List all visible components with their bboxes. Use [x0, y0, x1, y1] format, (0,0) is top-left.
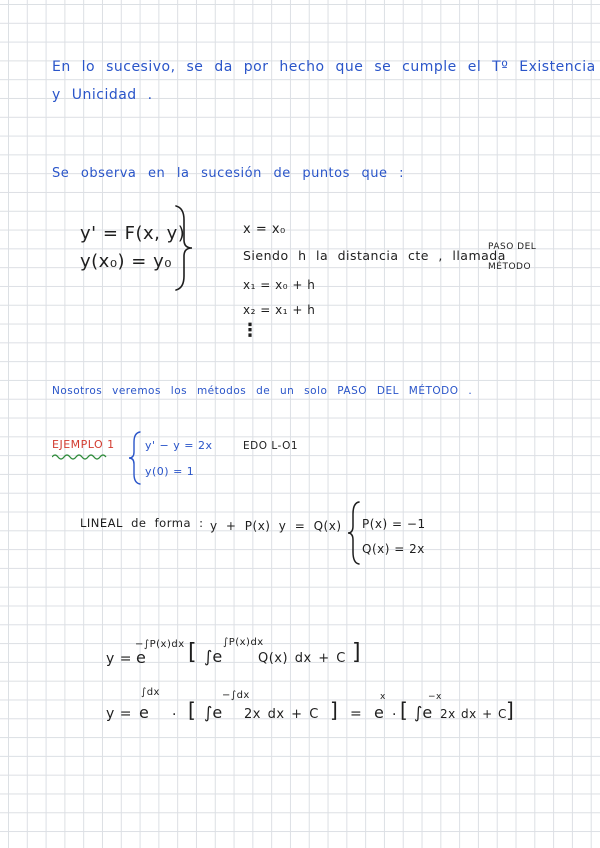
- vertical-dots: ⋮: [241, 320, 259, 341]
- formula1-rest: Q(x) dx + C: [258, 651, 346, 666]
- formula2-open2: [: [400, 698, 408, 722]
- system-right-brace: [174, 204, 196, 292]
- paso-label-2: MÉTODO: [488, 262, 532, 272]
- formula2-int: ∫e: [204, 703, 223, 722]
- formula1-bracket-open: [: [188, 640, 197, 665]
- formula1-int: ∫e: [204, 647, 223, 666]
- intro-line-2: y Unicidad .: [52, 87, 153, 103]
- formula2-e: e: [139, 703, 149, 722]
- formula1-e: e: [136, 648, 146, 667]
- formula1-exp: −∫P(x)dx: [135, 639, 185, 650]
- siendo-line: Siendo h la distancia cte , llamada: [243, 248, 506, 263]
- example-left-brace: [128, 430, 142, 486]
- example-label: EJEMPLO 1: [52, 438, 115, 451]
- formula2-dot2: ·: [392, 707, 397, 723]
- formula1-int-exp: ∫P(x)dx: [223, 637, 264, 648]
- nosotros-line: Nosotros veremos los métodos de un solo PASO DEL MÉTODO .: [52, 385, 473, 397]
- example-eq-1: y' − y = 2x: [145, 439, 213, 452]
- formula2-exp2: x: [380, 692, 386, 702]
- formula2-close2: ]: [506, 698, 514, 722]
- example-eq-2: y(0) = 1: [145, 465, 195, 478]
- formula2-e2: e: [374, 703, 384, 722]
- example-underline: [52, 453, 108, 461]
- point-x1: x₁ = x₀ + h: [243, 278, 316, 292]
- formula1-y: y =: [106, 651, 132, 667]
- formula2-int2: ∫e: [414, 703, 433, 722]
- formula2-int-exp: −∫dx: [222, 690, 250, 701]
- formula2-body2: 2x dx + C: [440, 707, 507, 721]
- system-eq-2: y(x₀) = y₀: [80, 251, 172, 272]
- formula2-equals: =: [350, 706, 363, 722]
- formula2-close: ]: [330, 698, 338, 722]
- system-eq-1: y' = F(x, y): [80, 223, 186, 244]
- edo-label: EDO L-O1: [243, 440, 299, 452]
- linear-form: y + P(x) y = Q(x): [210, 519, 342, 533]
- formula2-body: 2x dx + C: [244, 707, 319, 722]
- intro-line-1: En lo sucesivo, se da por hecho que se cumple el Tº Existencia: [52, 59, 596, 75]
- formula2-open: [: [188, 698, 196, 722]
- formula2-dot: ·: [172, 707, 177, 723]
- observe-line: Se observa en la sucesión de puntos que :: [52, 166, 405, 181]
- paso-label-1: PASO DEL: [488, 242, 537, 252]
- linear-q: Q(x) = 2x: [362, 542, 425, 556]
- formula2-int-exp2: −x: [428, 692, 442, 702]
- linear-left-brace: [347, 500, 361, 566]
- formula2-exp: ∫dx: [141, 687, 160, 698]
- formula1-bracket-close: ]: [352, 640, 361, 665]
- formula2-y: y =: [106, 706, 132, 722]
- point-x0: x = x₀: [243, 222, 286, 237]
- linear-label: LINEAL de forma :: [80, 516, 204, 530]
- point-x2: x₂ = x₁ + h: [243, 303, 316, 317]
- linear-p: P(x) = −1: [362, 517, 426, 531]
